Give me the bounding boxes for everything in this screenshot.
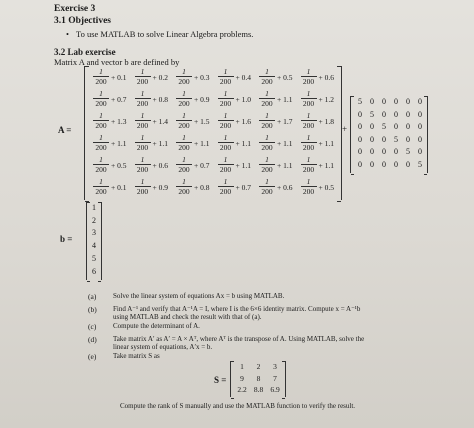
matrix-a bbox=[84, 66, 342, 200]
addend: + 0.8 bbox=[152, 95, 168, 104]
question-letter: (c) bbox=[88, 322, 97, 331]
matrix-diagonal-entry: 0 bbox=[394, 109, 398, 119]
fraction-numerator: 1 bbox=[176, 178, 192, 187]
fraction-numerator: 1 bbox=[301, 112, 317, 121]
matrix-diagonal-entry: 0 bbox=[358, 134, 362, 144]
matrix-a-entry bbox=[176, 90, 216, 112]
matrix-s-entry: 2 bbox=[256, 362, 261, 371]
vector-b-entry: 3 bbox=[92, 228, 96, 238]
objectives-heading: 3.1 Objectives bbox=[54, 16, 111, 26]
fraction-numerator: 1 bbox=[93, 178, 109, 187]
fraction bbox=[301, 68, 317, 86]
vector-b-entry: 1 bbox=[92, 203, 96, 212]
addend: + 1.1 bbox=[152, 139, 168, 148]
question-letter: (e) bbox=[88, 352, 97, 361]
matrix-a-entry bbox=[301, 134, 341, 156]
fraction bbox=[301, 90, 317, 108]
plus-sign: + bbox=[342, 124, 348, 134]
fraction bbox=[301, 112, 317, 130]
addend: + 0.6 bbox=[152, 161, 168, 170]
addend: + 0.3 bbox=[194, 73, 210, 82]
objective-text: To use MATLAB to solve Linear Algebra problems. bbox=[75, 29, 254, 39]
matrix-diagonal-entry: 5 bbox=[394, 134, 398, 144]
lab-heading: 3.2 Lab exercise bbox=[54, 47, 116, 57]
fraction-numerator: 1 bbox=[218, 90, 234, 99]
matrix-diagonal-entry: 0 bbox=[358, 159, 362, 169]
fraction bbox=[176, 134, 192, 152]
matrix-diagonal-entry: 5 bbox=[370, 109, 374, 119]
matrix-a-entry bbox=[218, 112, 258, 134]
fraction-numerator: 1 bbox=[218, 134, 234, 143]
fraction-denominator: 200 bbox=[178, 121, 190, 130]
matrix-a-entry bbox=[301, 90, 341, 112]
fraction bbox=[218, 178, 234, 196]
matrix-diagonal-entry: 0 bbox=[382, 159, 386, 169]
fraction bbox=[93, 134, 109, 152]
fraction-denominator: 200 bbox=[136, 187, 149, 196]
matrix-diagonal bbox=[350, 96, 428, 173]
fraction-denominator: 200 bbox=[178, 77, 190, 86]
fraction-numerator: 1 bbox=[176, 68, 192, 77]
fraction bbox=[218, 134, 234, 152]
addend: + 0.7 bbox=[111, 95, 127, 104]
fraction-denominator: 200 bbox=[261, 121, 273, 130]
matrix-a-entry bbox=[176, 178, 216, 200]
addend: + 0.9 bbox=[194, 95, 210, 104]
matrix-s bbox=[230, 361, 286, 397]
fraction-denominator: 200 bbox=[95, 121, 107, 130]
fraction-denominator: 200 bbox=[302, 187, 315, 196]
fraction bbox=[135, 178, 151, 196]
matrix-s-entry: 9 bbox=[240, 373, 244, 383]
fraction-denominator: 200 bbox=[302, 77, 315, 86]
matrix-a-entry bbox=[259, 90, 299, 112]
matrix-s-entry: 1 bbox=[240, 362, 244, 371]
question-text: Compute the determinant of A. bbox=[113, 322, 200, 330]
fraction bbox=[176, 178, 192, 196]
matrix-a-entry bbox=[259, 112, 299, 134]
matrix-diagonal-entry: 0 bbox=[418, 109, 422, 119]
fraction bbox=[93, 156, 109, 174]
vector-b-entry: 5 bbox=[92, 253, 96, 263]
addend: + 0.7 bbox=[235, 183, 251, 192]
matrix-a-entry bbox=[93, 178, 133, 200]
fraction-denominator: 200 bbox=[261, 77, 273, 86]
fraction-numerator: 1 bbox=[301, 68, 317, 77]
matrix-a-entry bbox=[259, 134, 299, 156]
fraction bbox=[259, 134, 275, 152]
matrix-diagonal-entry: 0 bbox=[382, 147, 386, 156]
fraction-denominator: 200 bbox=[219, 121, 232, 130]
matrix-a-entry bbox=[176, 68, 216, 90]
fraction-numerator: 1 bbox=[218, 68, 234, 77]
matrix-s-entry: 2.2 bbox=[237, 385, 247, 394]
matrix-diagonal-entry: 0 bbox=[394, 97, 398, 106]
fraction-numerator: 1 bbox=[135, 156, 151, 165]
matrix-diagonal-entry: 0 bbox=[394, 147, 398, 156]
fraction-numerator: 1 bbox=[135, 90, 151, 99]
matrix-a-entry bbox=[135, 134, 175, 156]
fraction bbox=[218, 90, 234, 108]
vector-b-entry: 2 bbox=[92, 215, 96, 225]
fraction-numerator: 1 bbox=[135, 112, 151, 121]
fraction-denominator: 200 bbox=[219, 143, 232, 152]
fraction bbox=[176, 156, 192, 174]
matrix-a-entry bbox=[135, 156, 175, 178]
fraction-denominator: 200 bbox=[178, 165, 190, 174]
matrix-a-entry bbox=[93, 112, 133, 134]
matrix-a-entry bbox=[135, 112, 175, 134]
fraction-denominator: 200 bbox=[302, 143, 315, 152]
fraction bbox=[135, 134, 151, 152]
addend: + 0.2 bbox=[152, 73, 168, 82]
matrix-diagonal-entry: 0 bbox=[406, 159, 410, 169]
matrix-a-entry bbox=[218, 178, 258, 200]
fraction bbox=[93, 112, 109, 130]
fraction-denominator: 200 bbox=[302, 99, 315, 108]
fraction-denominator: 200 bbox=[136, 165, 149, 174]
addend: + 0.8 bbox=[194, 183, 210, 192]
matrix-diagonal-entry: 0 bbox=[406, 122, 410, 131]
matrix-diagonal-entry: 0 bbox=[370, 97, 374, 106]
addend: + 0.4 bbox=[235, 73, 251, 82]
matrix-s-entry: 7 bbox=[273, 373, 277, 383]
fraction-denominator: 200 bbox=[95, 143, 107, 152]
matrix-diagonal-entry: 0 bbox=[382, 134, 386, 144]
question-letter: (a) bbox=[88, 292, 97, 301]
question-text: using MATLAB and check the result with that of (a). bbox=[113, 313, 262, 321]
matrix-a-entry bbox=[135, 178, 175, 200]
matrix-a-entry bbox=[218, 134, 258, 156]
matrix-a-entry bbox=[93, 90, 133, 112]
addend: + 1.1 bbox=[277, 161, 293, 170]
matrix-a-entry bbox=[301, 156, 341, 178]
question-text: Take matrix A′ as A′ = A × Aᵀ, where Aᵀ is the transpose of A. Using MATLAB, solve the bbox=[113, 335, 365, 343]
matrix-a-entry bbox=[301, 112, 341, 134]
vector-b-label: b = bbox=[60, 234, 73, 244]
fraction-denominator: 200 bbox=[261, 165, 273, 174]
matrix-diagonal-entry: 0 bbox=[394, 159, 398, 169]
fraction-numerator: 1 bbox=[176, 156, 192, 165]
question-text: Solve the linear system of equations Ax = b using MATLAB. bbox=[113, 292, 285, 300]
matrix-diagonal-entry: 5 bbox=[358, 97, 362, 106]
addend: + 1.6 bbox=[235, 117, 251, 126]
fraction-denominator: 200 bbox=[219, 99, 232, 108]
fraction bbox=[93, 90, 109, 108]
matrix-a-label: A = bbox=[58, 125, 72, 135]
addend: + 1.2 bbox=[318, 95, 334, 104]
fraction-numerator: 1 bbox=[176, 90, 192, 99]
fraction-denominator: 200 bbox=[136, 143, 149, 152]
fraction-numerator: 1 bbox=[301, 156, 317, 165]
matrix-a-entry bbox=[259, 156, 299, 178]
fraction-numerator: 1 bbox=[301, 178, 317, 187]
matrix-diagonal-entry: 0 bbox=[406, 134, 410, 144]
addend: + 0.5 bbox=[111, 161, 127, 170]
bullet-icon: • bbox=[66, 29, 69, 39]
fraction bbox=[176, 90, 192, 108]
addend: + 1.7 bbox=[277, 117, 293, 126]
fraction-numerator: 1 bbox=[259, 178, 275, 187]
fraction bbox=[301, 178, 317, 196]
fraction bbox=[135, 90, 151, 108]
matrix-diagonal-entry: 0 bbox=[418, 122, 422, 131]
addend: + 0.5 bbox=[318, 183, 334, 192]
matrix-a-entry bbox=[301, 68, 341, 90]
fraction-denominator: 200 bbox=[178, 187, 190, 196]
objective-item bbox=[66, 29, 253, 39]
fraction-denominator: 200 bbox=[261, 143, 273, 152]
matrix-diagonal-entry: 0 bbox=[370, 122, 374, 131]
fraction-denominator: 200 bbox=[219, 165, 232, 174]
fraction-denominator: 200 bbox=[302, 165, 315, 174]
fraction-denominator: 200 bbox=[219, 187, 232, 196]
matrix-diagonal-entry: 0 bbox=[382, 109, 386, 119]
addend: + 1.8 bbox=[318, 117, 334, 126]
matrix-s-entry: 8 bbox=[256, 373, 261, 383]
matrix-s-entry: 6.9 bbox=[270, 385, 280, 394]
fraction-numerator: 1 bbox=[218, 156, 234, 165]
addend: + 1.0 bbox=[235, 95, 251, 104]
addend: + 1.1 bbox=[318, 139, 334, 148]
vector-b bbox=[86, 202, 102, 280]
matrix-a-entry bbox=[301, 178, 341, 200]
matrix-diagonal-entry: 0 bbox=[418, 134, 422, 144]
lab-intro: Matrix A and vector b are defined by bbox=[54, 57, 180, 67]
matrix-diagonal-entry: 0 bbox=[370, 134, 374, 144]
matrix-a-entry bbox=[176, 156, 216, 178]
fraction-numerator: 1 bbox=[93, 90, 109, 99]
fraction bbox=[93, 68, 109, 86]
fraction-denominator: 200 bbox=[136, 77, 149, 86]
addend: + 1.1 bbox=[235, 139, 251, 148]
fraction bbox=[218, 156, 234, 174]
matrix-a-entry bbox=[218, 156, 258, 178]
matrix-a-entry bbox=[93, 156, 133, 178]
fraction-numerator: 1 bbox=[259, 112, 275, 121]
fraction-denominator: 200 bbox=[178, 99, 190, 108]
matrix-a-entry bbox=[135, 68, 175, 90]
fraction-denominator: 200 bbox=[136, 99, 149, 108]
question-text: Find A⁻¹ and verify that A⁻¹A = I, where I is the 6×6 identity matrix. Compute x = A⁻¹b bbox=[113, 305, 361, 313]
fraction bbox=[259, 112, 275, 130]
matrix-diagonal-entry: 0 bbox=[358, 147, 362, 156]
fraction-denominator: 200 bbox=[95, 187, 107, 196]
matrix-diagonal-entry: 0 bbox=[358, 122, 362, 131]
matrix-diagonal-entry: 0 bbox=[406, 97, 410, 106]
fraction-denominator: 200 bbox=[261, 187, 273, 196]
matrix-diagonal-entry: 5 bbox=[382, 122, 386, 131]
fraction-denominator: 200 bbox=[95, 99, 107, 108]
fraction-numerator: 1 bbox=[259, 156, 275, 165]
matrix-diagonal-entry: 0 bbox=[418, 147, 422, 156]
fraction-numerator: 1 bbox=[135, 134, 151, 143]
fraction bbox=[259, 90, 275, 108]
fraction-denominator: 200 bbox=[95, 77, 107, 86]
matrix-diagonal-entry: 5 bbox=[418, 159, 422, 169]
addend: + 1.1 bbox=[235, 161, 251, 170]
fraction bbox=[218, 68, 234, 86]
matrix-diagonal-entry: 0 bbox=[394, 122, 398, 131]
matrix-s-label: S = bbox=[214, 375, 227, 385]
question-text: linear system of equations, A′x = b. bbox=[113, 343, 213, 351]
final-instruction: Compute the rank of S manually and use the MATLAB function to verify the result. bbox=[120, 402, 356, 410]
matrix-a-entry bbox=[93, 134, 133, 156]
fraction bbox=[135, 68, 151, 86]
fraction-denominator: 200 bbox=[261, 99, 273, 108]
fraction-numerator: 1 bbox=[93, 134, 109, 143]
addend: + 0.9 bbox=[152, 183, 168, 192]
fraction-numerator: 1 bbox=[135, 68, 151, 77]
matrix-diagonal-entry: 5 bbox=[406, 147, 410, 156]
fraction-denominator: 200 bbox=[302, 121, 315, 130]
addend: + 1.1 bbox=[277, 95, 293, 104]
fraction bbox=[301, 156, 317, 174]
matrix-diagonal-entry: 0 bbox=[418, 97, 422, 106]
fraction bbox=[301, 134, 317, 152]
addend: + 1.5 bbox=[194, 117, 210, 126]
fraction-numerator: 1 bbox=[301, 90, 317, 99]
matrix-a-entry bbox=[259, 68, 299, 90]
matrix-a-entry bbox=[259, 178, 299, 200]
addend: + 0.1 bbox=[111, 183, 127, 192]
exercise-title: Exercise 3 bbox=[54, 4, 96, 14]
fraction-denominator: 200 bbox=[136, 121, 149, 130]
fraction bbox=[135, 156, 151, 174]
fraction-denominator: 200 bbox=[178, 143, 190, 152]
fraction-numerator: 1 bbox=[176, 134, 192, 143]
fraction-numerator: 1 bbox=[259, 134, 275, 143]
addend: + 0.5 bbox=[277, 73, 293, 82]
addend: + 0.7 bbox=[194, 161, 210, 170]
vector-b-entry: 6 bbox=[92, 266, 96, 276]
matrix-a-entry bbox=[135, 90, 175, 112]
matrix-diagonal-entry: 0 bbox=[382, 97, 386, 106]
fraction-numerator: 1 bbox=[259, 68, 275, 77]
addend: + 1.4 bbox=[152, 117, 168, 126]
fraction-numerator: 1 bbox=[135, 178, 151, 187]
addend: + 1.1 bbox=[194, 139, 210, 148]
matrix-diagonal-entry: 0 bbox=[358, 109, 362, 119]
fraction bbox=[176, 112, 192, 130]
fraction bbox=[259, 68, 275, 86]
matrix-a-entry bbox=[218, 90, 258, 112]
fraction-numerator: 1 bbox=[93, 68, 109, 77]
fraction-numerator: 1 bbox=[93, 112, 109, 121]
fraction bbox=[135, 112, 151, 130]
fraction bbox=[93, 178, 109, 196]
fraction-numerator: 1 bbox=[259, 90, 275, 99]
fraction-numerator: 1 bbox=[93, 156, 109, 165]
addend: + 1.3 bbox=[111, 117, 127, 126]
fraction-numerator: 1 bbox=[218, 178, 234, 187]
question-letter: (d) bbox=[88, 335, 97, 344]
matrix-a-entry bbox=[176, 112, 216, 134]
fraction bbox=[218, 112, 234, 130]
question-letter: (b) bbox=[88, 305, 97, 314]
matrix-a-entry bbox=[93, 68, 133, 90]
addend: + 1.1 bbox=[277, 139, 293, 148]
matrix-a-entry bbox=[218, 68, 258, 90]
matrix-diagonal-entry: 0 bbox=[370, 147, 374, 156]
fraction-numerator: 1 bbox=[301, 134, 317, 143]
matrix-s-entry: 3 bbox=[273, 362, 277, 371]
matrix-s-entry: 8.8 bbox=[253, 385, 264, 394]
addend: + 0.1 bbox=[111, 73, 127, 82]
fraction bbox=[176, 68, 192, 86]
addend: + 0.6 bbox=[318, 73, 334, 82]
fraction-denominator: 200 bbox=[95, 165, 107, 174]
fraction-denominator: 200 bbox=[219, 77, 232, 86]
fraction bbox=[259, 178, 275, 196]
question-text: Take matrix S as bbox=[113, 352, 160, 360]
fraction bbox=[259, 156, 275, 174]
addend: + 1.1 bbox=[318, 161, 334, 170]
addend: + 0.6 bbox=[277, 183, 293, 192]
matrix-diagonal-entry: 0 bbox=[406, 109, 410, 119]
fraction-numerator: 1 bbox=[176, 112, 192, 121]
fraction-numerator: 1 bbox=[218, 112, 234, 121]
vector-b-entry: 4 bbox=[92, 241, 96, 251]
matrix-diagonal-entry: 0 bbox=[370, 159, 374, 169]
matrix-a-entry bbox=[176, 134, 216, 156]
addend: + 1.1 bbox=[111, 139, 127, 148]
